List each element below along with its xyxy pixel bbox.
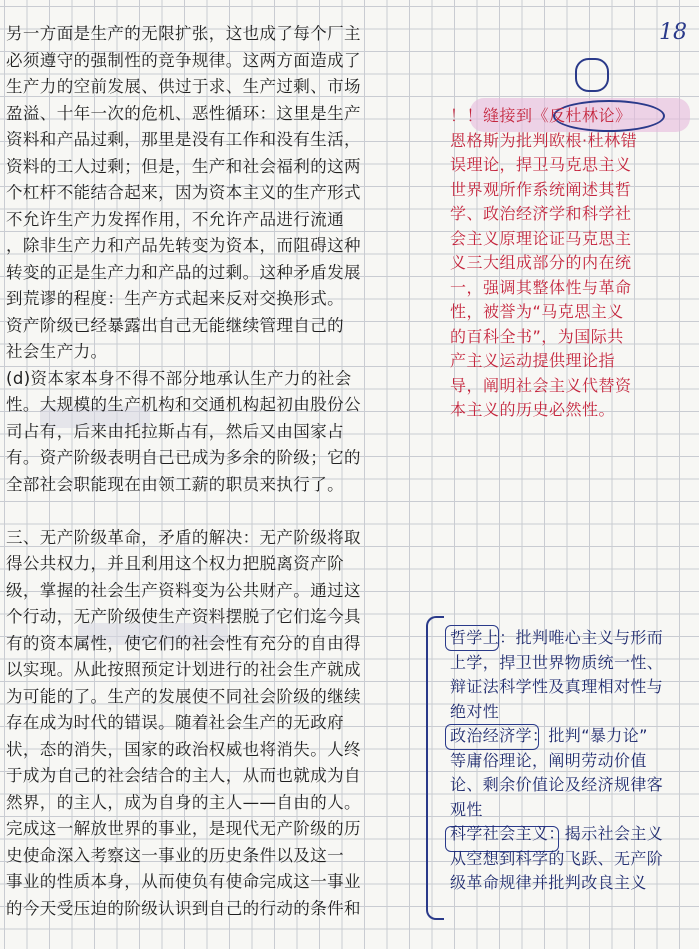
- annotation-line: 级革命规律并批判改良主义: [450, 873, 647, 892]
- annotation-line: 上学，捍卫世界物质统一性、: [450, 652, 664, 672]
- annotation-line: ！！缝接到《反杜林论》: [450, 106, 632, 125]
- text-line: 个行动，无产阶级使生产资料摆脱了它们迄今具: [6, 607, 361, 626]
- text-line: 级，掌握的社会生产资料变为公共财产。通过这: [6, 580, 361, 600]
- text-line: 事业的性质本身，从而使负有使命完成这一事业: [6, 872, 361, 891]
- text-line: 社会生产力。: [6, 342, 108, 361]
- text-line: 盈溢、十年一次的危机、恶性循环：这里是生产: [6, 103, 361, 123]
- text-line: 另一方面是生产的无限扩张，这也成了每个厂主: [6, 24, 361, 43]
- text-line: 个杠杆不能结合起来，因为资本主义的生产形式: [6, 183, 361, 202]
- annotation-line: 科学社会主义：揭示社会主义: [450, 824, 664, 843]
- text-line: 性。大规模的生产机构和交通机构起初由股份公: [6, 395, 361, 414]
- annotation-line: 一，强调其整体性与革命: [450, 277, 632, 297]
- annotation-line: 义三大组成部分的内在统: [450, 253, 632, 272]
- text-line: 三、无产阶级革命，矛盾的解决：无产阶级将取: [6, 527, 361, 547]
- annotation-line: 政治经济学：批判“暴力论”: [450, 726, 648, 745]
- annotation-line: 本主义的历史必然性。: [450, 400, 616, 419]
- text-line: 资产阶级已经暴露出自己无能继续管理自己的: [6, 315, 344, 335]
- text-line: (d)资本家本身不得不部分地承认生产力的社会: [6, 368, 352, 388]
- text-line: 司占有，后来由托拉斯占有，然后又由国家占: [6, 421, 344, 441]
- text-line: 然界，的主人，成为自身的主人——自由的人。: [6, 792, 361, 812]
- text-line: 必须遵守的强制性的竞争规律。这两方面造成了: [6, 50, 361, 70]
- text-line: 不允许生产力发挥作用，不允许产品进行流通: [6, 209, 344, 229]
- annotation-line: 导，阐明社会主义代替资: [450, 375, 632, 395]
- text-line: 完成这一解放世界的事业，是现代无产阶级的历: [6, 819, 361, 838]
- star-mark: [575, 58, 609, 92]
- annotation-line: 世界观所作系统阐述其哲: [450, 179, 632, 199]
- text-line: 资料的工人过剩；但是，生产和社会福利的这两: [6, 156, 361, 176]
- text-line: 全部社会职能现在由领工薪的职员来执行了。: [6, 474, 344, 494]
- text-line: ，除非生产力和产品先转变为资本，而阻碍这种: [6, 236, 361, 255]
- text-line: 以实现。从此按照预定计划进行的社会生产就成: [6, 660, 361, 679]
- annotation-line: 会主义原理论证马克思主: [450, 228, 632, 248]
- annotation-line: 性，被誉为“马克思主义: [450, 302, 624, 321]
- annotation-line: 等庸俗理论，阐明劳动价值: [450, 750, 647, 770]
- text-line: 得公共权力，并且利用这个权力把脱离资产阶: [6, 554, 344, 573]
- text-line: 生产力的空前发展、供过于求、生产过剩、市场: [6, 77, 361, 96]
- text-line: 存在成为时代的错误。随着社会生产的无政府: [6, 713, 344, 732]
- text-line: 于成为自己的社会结合的主人，从而也就成为自: [6, 766, 361, 785]
- text-line: 转变的正是生产力和产品的过剩。这种矛盾发展: [6, 262, 361, 282]
- text-line: 的今天受压迫的阶级认识到自己的行动的条件和: [6, 898, 361, 918]
- annotation-line: 产主义运动提供理论指: [450, 351, 616, 370]
- annotation-line: 观性: [450, 799, 483, 819]
- text-line: 有的资本属性，使它们的社会性有充分的自由得: [6, 633, 361, 653]
- annotation-line: 论、剩余价值论及经济规律客: [450, 775, 664, 794]
- annotation-line: 的百科全书”，为国际共: [450, 326, 624, 346]
- annotation-line: 学、政治经济学和科学社: [450, 204, 632, 223]
- annotation-line: 恩格斯为批判欧根·杜林错: [450, 130, 638, 150]
- annotation-line: 从空想到科学的飞跃、无产阶: [450, 848, 664, 868]
- text-line: 资料和产品过剩，那里是没有工作和没有生活，: [6, 130, 361, 149]
- text-line: 状，态的消失，国家的政治权威也将消失。人终: [6, 739, 361, 759]
- page-number: 18: [659, 20, 687, 45]
- text-line: 到荒谬的程度：生产方式起来反对交换形式。: [6, 289, 344, 308]
- annotation-line: 辩证法科学性及真理相对性与: [450, 677, 664, 696]
- text-line: 史使命深入考察这一事业的历史条件以及这一: [6, 845, 344, 865]
- margin-bracket: [426, 616, 444, 920]
- annotation-line: 误理论，捍卫马克思主义: [450, 155, 632, 174]
- text-line: 有。资产阶级表明自己已成为多余的阶级；它的: [6, 448, 361, 467]
- text-line: 为可能的了。生产的发展使不同社会阶级的继续: [6, 686, 361, 706]
- annotation-line: 绝对性: [450, 701, 500, 721]
- annotation-line: 哲学上：批判唯心主义与形而: [450, 628, 664, 647]
